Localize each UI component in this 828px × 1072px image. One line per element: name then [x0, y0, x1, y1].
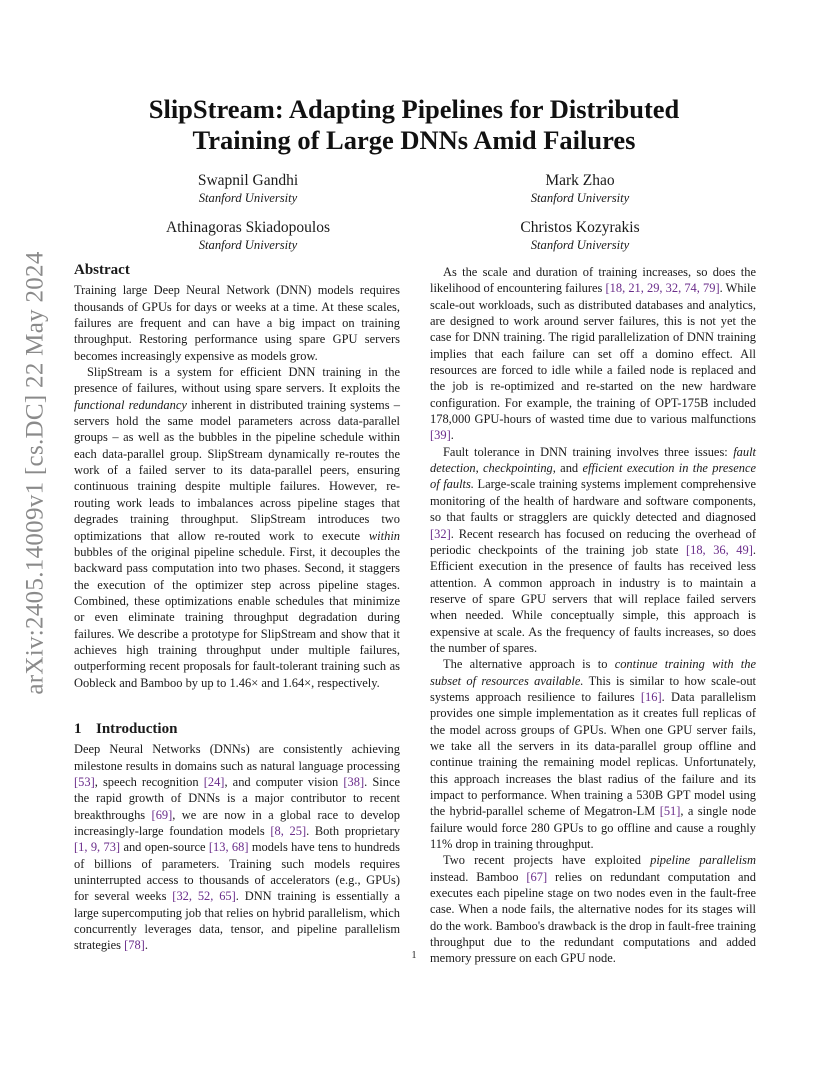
section-number: 1 [74, 720, 82, 737]
arxiv-stamp-text: arXiv:2405.14009v1 [cs.DC] 22 May 2024 [22, 251, 50, 695]
right-column [430, 264, 756, 967]
citation-link[interactable]: [39] [430, 428, 451, 443]
author-block [128, 218, 368, 253]
citation-link[interactable]: [78] [124, 938, 145, 953]
citation-link[interactable]: [8, 25] [270, 824, 307, 838]
intro-paragraph-5: Two recent projects have exploited pipeline parallelism instead. Bamboo [67] relies on redundant computation and executes each pipeline stage on two nodes even in the fault-free case. When a node fails, the alternative nodes for its stages will do the work. Bamboo's drawback is the drop in fault-free training throughput due to the redundant computations and added memory pressure on each GPU node. [430, 853, 756, 966]
title-line-1: SlipStream: Adapting Pipelines for Distributed [148, 94, 680, 124]
page-number: 1 [411, 950, 417, 961]
arxiv-identifier-stamp [16, 251, 56, 695]
left-column [74, 262, 400, 954]
citation-link[interactable]: [38] [343, 774, 365, 789]
citation-link[interactable]: [18, 36, 49] [685, 542, 753, 557]
citation-link[interactable]: [13, 68] [208, 840, 249, 855]
author-name: Christos Kozyrakis [520, 219, 640, 236]
intro-paragraph-1: Deep Neural Networks (DNNs) are consistently achieving milestone results in domains such as natural language processing [53], speech recognition [24], and computer vision [38]. Since the rapid growth of DNNs is a major contributor to recent breakthroughs [69], we are now in a global race to develop increasingly-large foundation models [8, 25]. Both proprietary [1, 9, 73] and open-source [13, 68] models have tens to hundreds of billions of parameters. Training such models requires uninterrupted access to thousands of accelerators (e.g., GPUs) for several weeks [32, 52, 65]. DNN training is essentially a large supercomputing job that relies on hybrid parallelism, which concurrently leverages data, tensor, and pipeline parallelism strategies [78]. [74, 742, 400, 953]
title-line-2: Training of Large DNNs Amid Failures [192, 125, 636, 155]
abstract-paragraph-1: Training large Deep Neural Network (DNN) models requires thousands of GPUs for days or weeks at a time. At these scales, failures are frequent and can have a big impact on training throughput. Restoring performance using spare GPU servers becomes increasingly expensive as models grow. [74, 283, 400, 363]
section-title: Introduction [96, 720, 178, 737]
citation-link[interactable]: [32, 52, 65] [172, 889, 236, 904]
paper-title [90, 94, 738, 156]
citation-link[interactable]: [53] [74, 774, 95, 789]
intro-paragraph-2: As the scale and duration of training increases, so does the likelihood of encountering failures [18, 21, 29, 32, 74, 79]. While scale-out workloads, such as distributed databases and analytics, are designed to work around server failures, this is not yet the case for DNN training. The rigid parallelization of DNN training implies that each failure can set off a domino effect. All resources are forced to idle while a failed node is replaced and the job is re-optimized and re-started on the new hardware configuration. For example, the training of OPT-175B included 178,000 GPU-hours of wasted time due to various malfunctions [39]. [430, 265, 756, 443]
author-affiliation: Stanford University [198, 191, 298, 205]
citation-link[interactable]: [51] [659, 804, 681, 819]
author-block [128, 171, 368, 206]
intro-paragraph-3: Fault tolerance in DNN training involves three issues: fault detection, checkpointing, and efficient execution in the presence of faults. Large-scale training systems implement comprehensive monitoring of the health of hardware and software components, so that faults or stragglers are quickly detected and diagnosed [32]. Recent research has focused on reducing the overhead of periodic checkpoints of the training job state [18, 36, 49]. Efficient execution in the presence of faults has received less attention. A common approach in industry is to maintain a reserve of spare GPU servers that will replace failed servers when needed. While conceptually simple, this approach is expensive at scale. As the frequency of faults increases, so does the number of spares. [430, 444, 756, 655]
author-affiliation: Stanford University [198, 238, 298, 252]
citation-link[interactable]: [67] [526, 869, 548, 884]
citation-link[interactable]: [69] [151, 807, 173, 822]
author-name: Athinagoras Skiadopoulos [165, 219, 331, 236]
abstract-paragraph-2: SlipStream is a system for efficient DNN training in the presence of failures, without using spare servers. It exploits the functional redundancy inherent in distributed training systems – servers hold the same model parameters across data-parallel groups – as well as the bubbles in the pipeline schedule within each data-parallel group. SlipStream dynamically re-routes the work of a failed server to its data-parallel peers, ensuring continuous training despite multiple failures. However, re-routing work leads to imbalances across pipeline stages that degrades training throughput. SlipStream introduces two optimizations that allow re-routed work to execute within bubbles of the original pipeline schedule. First, it decouples the backward pass computation into two phases. Second, it staggers the execution of the optimizer step across pipeline stages. Combined, these optimizations enable schedules that minimize or even eliminate training throughput degradation during failures. We describe a prototype for SlipStream and show that it achieves high training throughput under multiple failures, outperforming recent proposals for fault-tolerant training such as Oobleck and Bamboo by up to 1.46× and 1.64×, respectively. [74, 365, 400, 690]
author-affiliation: Stanford University [530, 191, 630, 205]
citation-link[interactable]: [24] [203, 774, 225, 789]
author-name: Swapnil Gandhi [197, 172, 299, 189]
author-block [460, 218, 700, 253]
abstract-heading: Abstract [74, 262, 130, 278]
author-affiliation: Stanford University [530, 238, 630, 252]
citation-link[interactable]: [18, 21, 29, 32, 74, 79] [605, 281, 720, 296]
citation-link[interactable]: [16] [640, 689, 662, 704]
section-heading-introduction [74, 721, 400, 737]
intro-paragraph-4: The alternative approach is to continue training with the subset of resources available. This is similar to how scale-out systems approach resilience to failures [16]. Data parallelism provides one simple implementation as it creates full replicas of the model across groups of GPUs. When one GPU server fails, we take all the servers in its data-parallel group offline and continue training the remaining model replicas. Unfortunately, this approach increases the blast radius of the failure and its impact to performance. When training a 530B GPT model using the hybrid-parallel scheme of Megatron-LM [51], a single node failure would force 280 GPUs to go offline and cause a roughly 11% drop in training throughput. [430, 657, 757, 852]
author-name: Mark Zhao [545, 172, 615, 189]
author-block [460, 171, 700, 206]
citation-link[interactable]: [32] [430, 526, 451, 541]
citation-link[interactable]: [1, 9, 73] [74, 840, 121, 855]
